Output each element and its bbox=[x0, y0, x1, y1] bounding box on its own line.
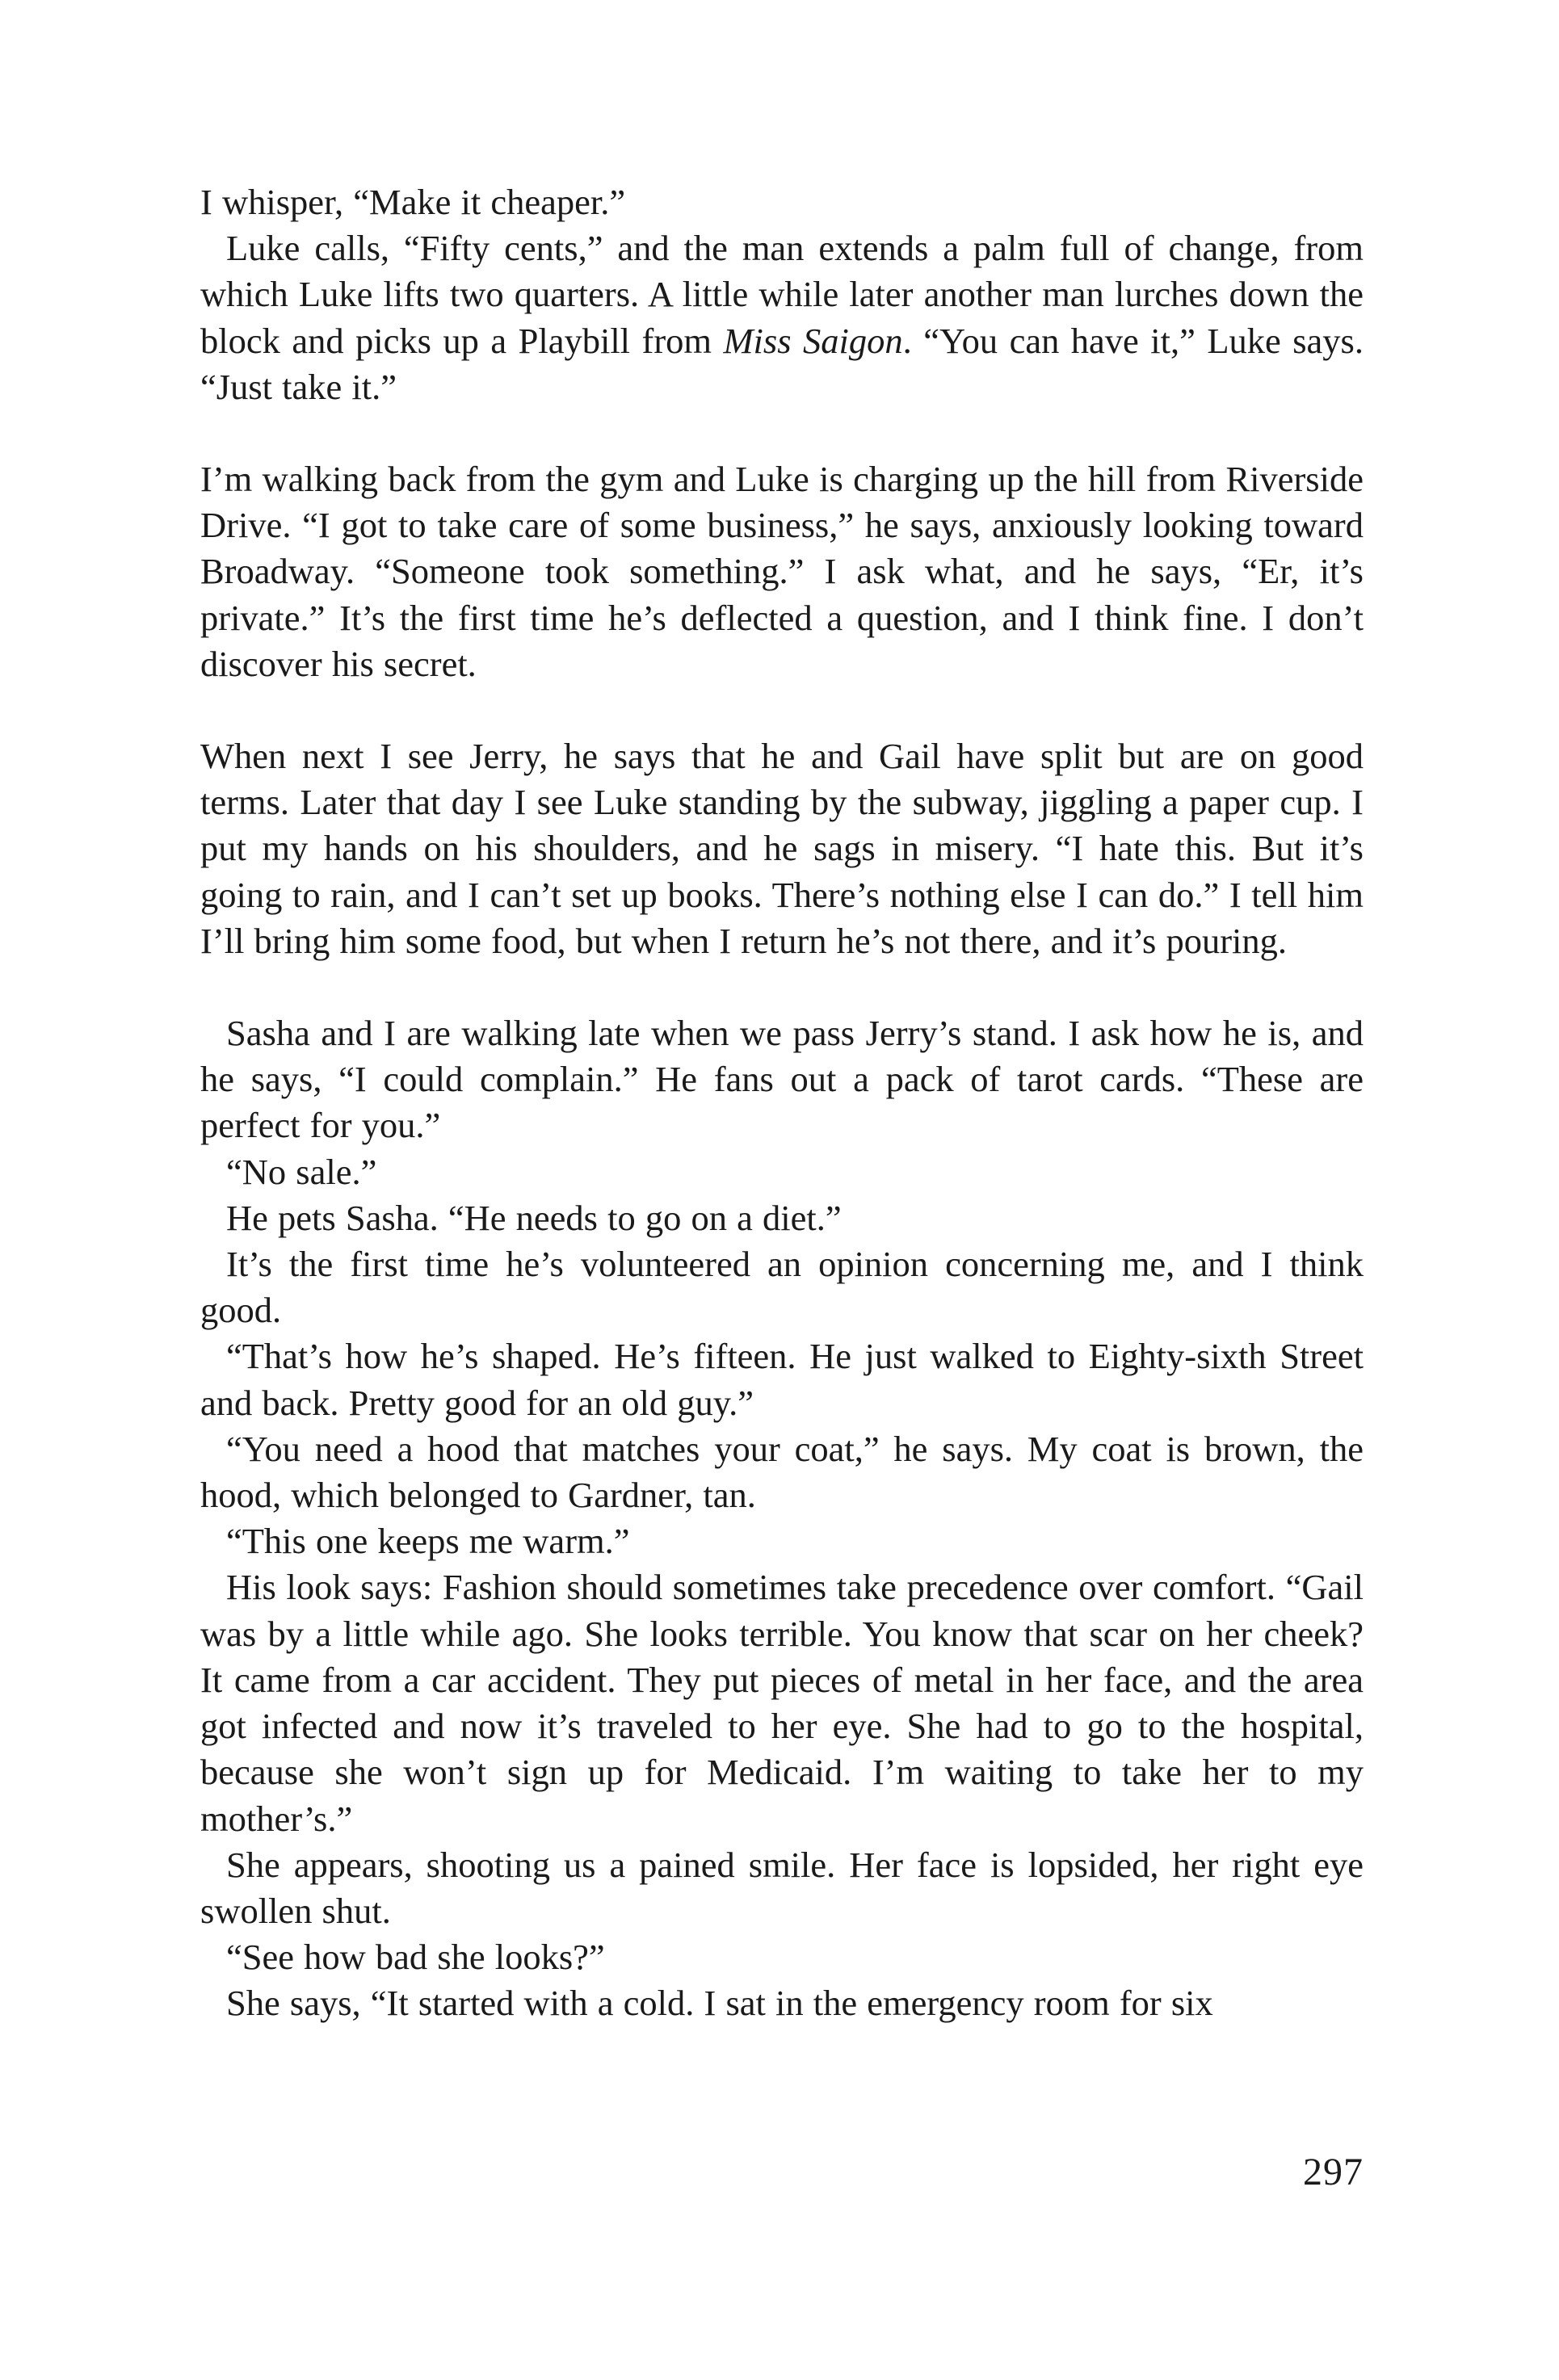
page-number: 297 bbox=[1303, 2151, 1364, 2193]
paragraph: “That’s how he’s shaped. He’s fifteen. He just walked to Eighty-sixth Street and back. Pretty good for an old guy.” bbox=[200, 1336, 1364, 1423]
paragraph: “You need a hood that matches your coat,” he says. My coat is brown, the hood, which belonged to Gardner, tan. bbox=[200, 1428, 1364, 1516]
paragraph: She appears, shooting us a pained smile. Her face is lopsided, her right eye swollen shut. bbox=[200, 1844, 1364, 1931]
section-break bbox=[200, 964, 1364, 1010]
paragraph: I’m walking back from the gym and Luke is charging up the hill from Riverside Drive. “I got to take care of some business,” he says, anxiously looking toward Broadway. “Someone took something.” I ask what, and he says, “Er, it’s private.” It’s the first time he’s deflected a question, and I think fine. I don’t discover his secret. bbox=[200, 459, 1364, 684]
section-break bbox=[200, 410, 1364, 456]
paragraph: “See how bad she looks?” bbox=[226, 1937, 605, 1978]
paragraph: He pets Sasha. “He needs to go on a diet.” bbox=[226, 1197, 842, 1238]
paragraph: When next I see Jerry, he says that he and Gail have split but are on good terms. Later that day I see Luke standing by the subway, jiggling a paper cup. I put my hands on his shoulders, and he sags in misery. “I hate this. But it’s going to rain, and I can’t set up books. There’s nothing else I can do.” I tell him I’ll bring him some food, but when I return he’s not there, and it’s pouring. bbox=[200, 736, 1364, 961]
paragraph: I whisper, “Make it cheaper.” bbox=[200, 182, 626, 222]
italic-title: Miss Saigon bbox=[723, 320, 903, 361]
paragraph: She says, “It started with a cold. I sat in the emergency room for six bbox=[226, 1983, 1213, 2024]
paragraph: Sasha and I are walking late when we pass Jerry’s stand. I ask how he is, and he says, “I could complain.” He fans out a pack of tarot cards. “These are perfect for you.” bbox=[200, 1013, 1364, 1146]
paragraph: Luke calls, “Fifty cents,” and the man extends a palm full of change, from which Luke lifts two quarters. A little while later another man lurches down the block and picks up a Playbill from Miss Saigon. “You can have it,” Luke says. “Just take it.” bbox=[200, 228, 1364, 407]
paragraph: “This one keeps me warm.” bbox=[226, 1521, 630, 1562]
book-page-body bbox=[200, 179, 1364, 2027]
paragraph: It’s the first time he’s volunteered an opinion concerning me, and I think good. bbox=[200, 1244, 1364, 1331]
section-break bbox=[200, 687, 1364, 733]
paragraph: His look says: Fashion should sometimes take precedence over comfort. “Gail was by a little while ago. She looks terrible. You know that scar on her cheek? It came from a car accident. They put pieces of metal in her face, and the area got infected and now it’s traveled to her eye. She had to go to the hospital, because she won’t sign up for Medicaid. I’m waiting to take her to my mother’s.” bbox=[200, 1567, 1364, 1839]
paragraph: “No sale.” bbox=[226, 1151, 377, 1192]
